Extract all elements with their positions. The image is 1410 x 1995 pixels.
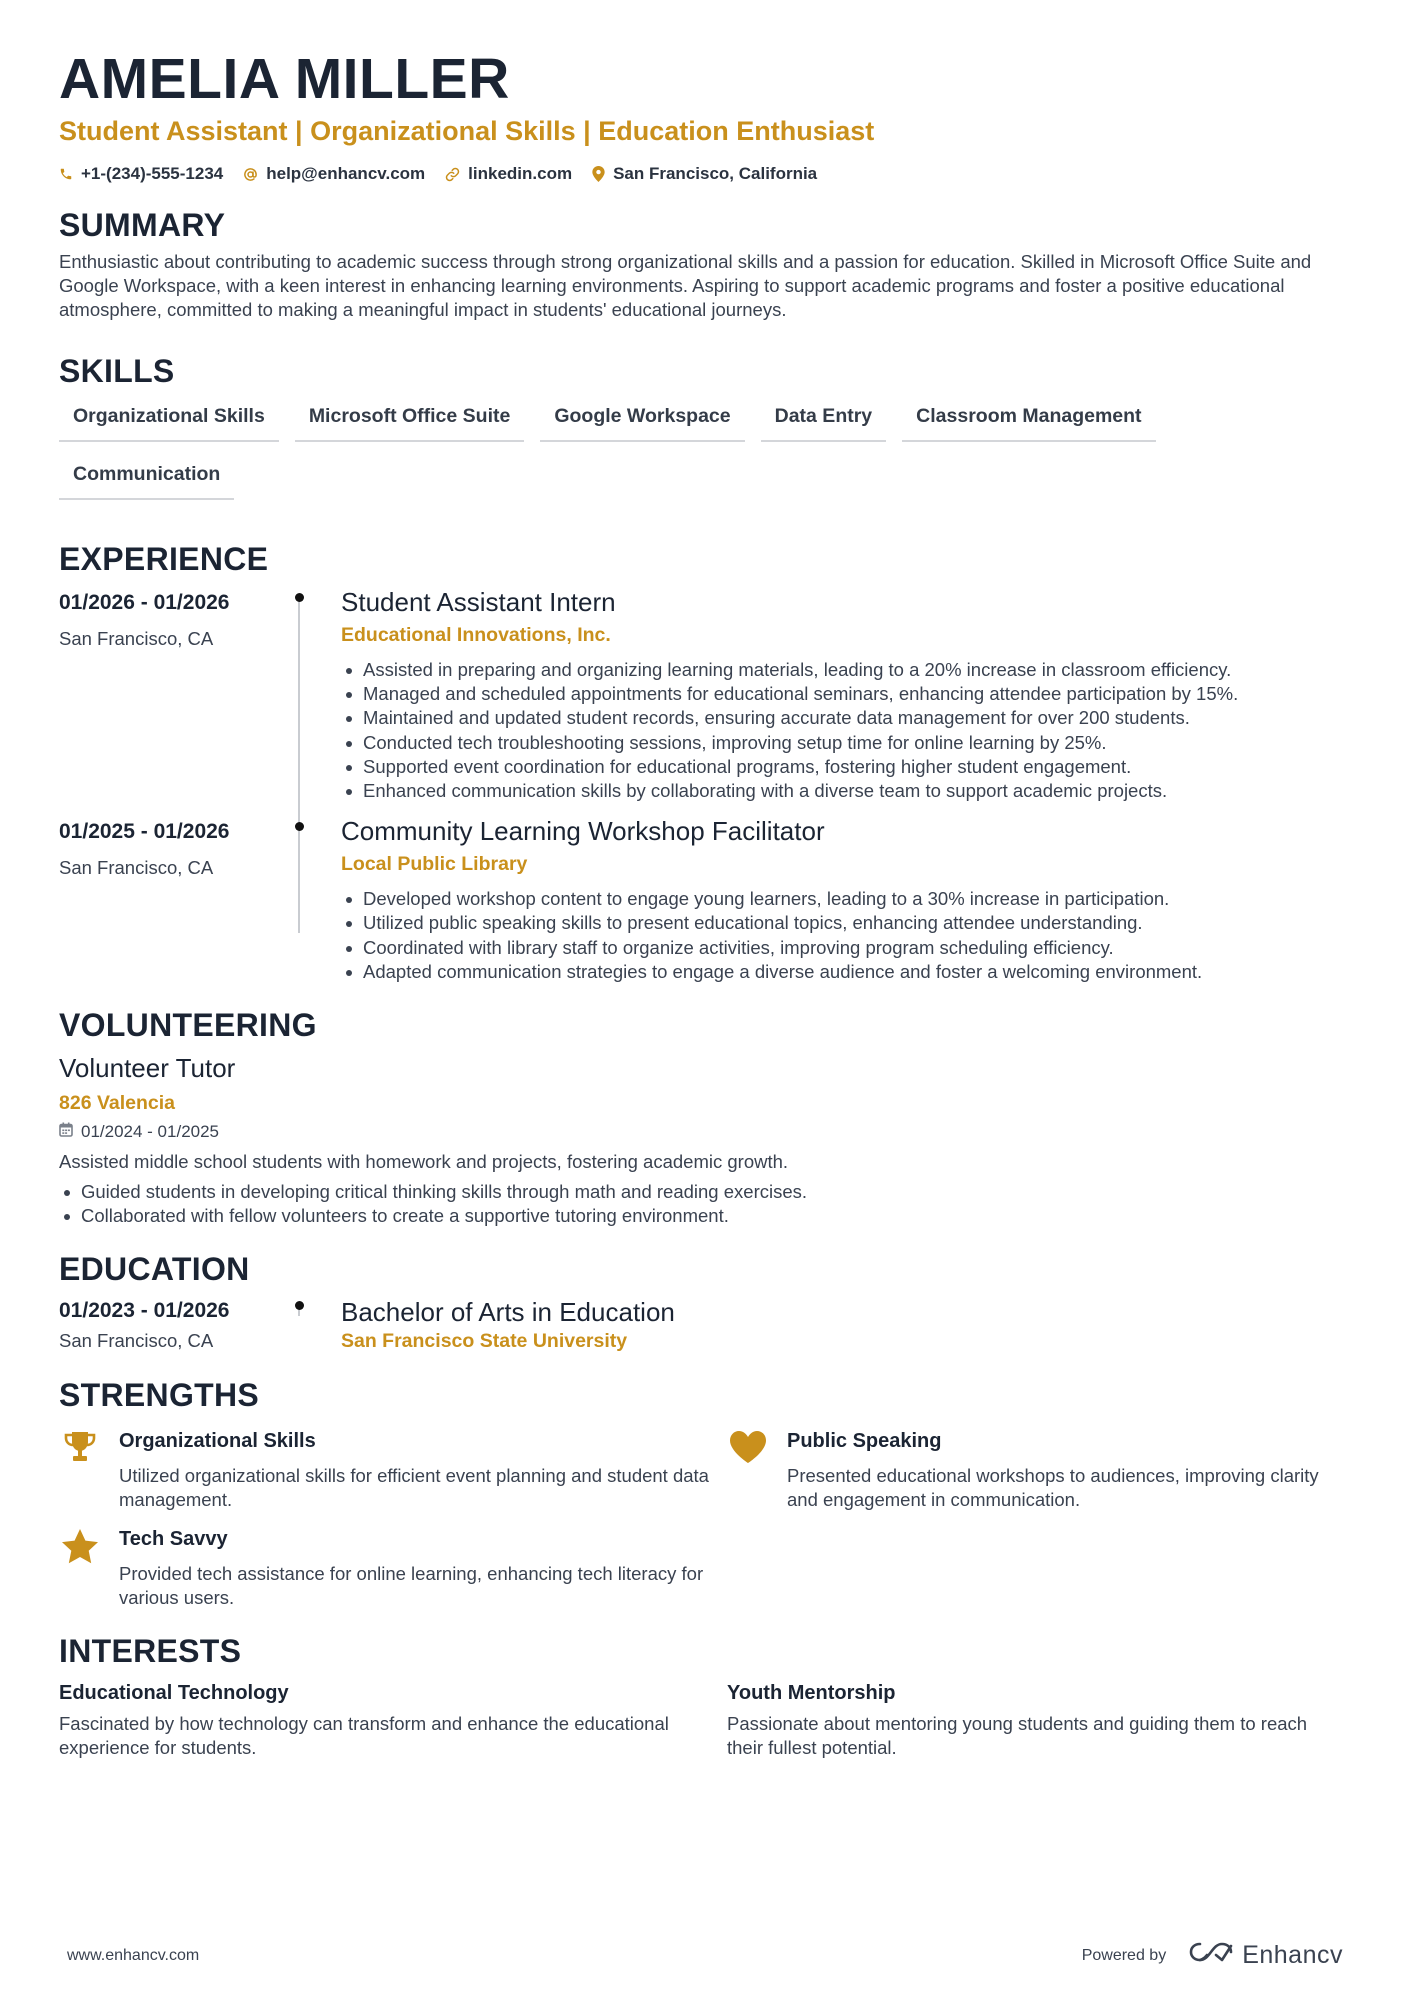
education-school: San Francisco State University [341,1330,628,1353]
experience-bullets [341,887,1351,984]
footer-url[interactable]: www.enhancv.com [67,1946,200,1964]
skills-title: SKILLS [59,353,175,389]
brand-name: Enhancv [1242,1941,1343,1969]
phone-icon [59,167,73,181]
interest-description: Fascinated by how technology can transform and enhance the educational experience for students. [59,1713,669,1759]
bullet-item: Collaborated with fellow volunteers to create a supportive tutoring environment. [59,1204,1351,1228]
experience-entry [59,815,1351,984]
strength-description: Provided tech assistance for online learning, enhancing tech literacy for various users. [119,1563,704,1609]
strength-item [727,1428,1347,1512]
education-degree: Bachelor of Arts in Education [341,1297,675,1328]
contact-location [592,164,817,184]
contact-phone-text: +1-(234)-555-1234 [81,164,224,183]
bullet-item: Managed and scheduled appointments for educational seminars, enhancing attendee participation by 15%. [341,682,1351,706]
experience-entry [59,586,1351,803]
interest-item [727,1680,1347,1760]
footer-brand [1082,1940,1343,1971]
bullet-item: Conducted tech troubleshooting sessions, improving setup time for online learning by 25%. [341,731,1351,755]
contact-email-text: help@enhancv.com [266,164,426,183]
contact-bar [59,164,1351,184]
volunteer-dates: 01/2024 - 01/2025 [81,1122,220,1142]
bullet-item: Maintained and updated student records, ensuring accurate data management for over 200 students. [341,706,1351,730]
heart-icon [727,1428,769,1512]
volunteer-date-row [59,1120,1351,1144]
skill-tag: Google Workspace [540,402,744,442]
experience-details [341,586,1351,803]
education-section [59,1250,1351,1354]
education-meta [59,1294,298,1354]
link-icon [445,167,460,182]
strength-title: Organizational Skills [119,1430,316,1453]
interest-title: Youth Mentorship [727,1682,896,1705]
contact-linkedin[interactable] [445,164,572,184]
interest-title: Educational Technology [59,1682,289,1705]
experience-location: San Francisco, CA [59,857,214,879]
strength-content [119,1526,727,1610]
interest-grid [59,1680,1351,1760]
bullet-item: Adapted communication strategies to engage a diverse audience and foster a welcoming environment. [341,960,1351,984]
skill-tag: Communication [59,460,234,500]
experience-location: San Francisco, CA [59,628,214,649]
contact-location-text: San Francisco, California [613,164,818,183]
skill-tag: Microsoft Office Suite [295,402,525,442]
timeline-dot [295,1301,304,1310]
infinity-logo-icon [1188,1940,1234,1971]
interests-title: INTERESTS [59,1633,242,1670]
interest-item [59,1680,727,1760]
at-icon [243,167,258,182]
experience-role: Student Assistant Intern [341,587,616,617]
education-entry [59,1294,1351,1354]
strengths-title: STRENGTHS [59,1377,260,1414]
bullet-item: Enhanced communication skills by collaborating with a diverse team to support academic projects. [341,779,1351,803]
volunteer-description: Assisted middle school students with homework and projects, fostering academic growth. [59,1151,789,1173]
education-dates: 01/2023 - 01/2026 [59,1299,230,1323]
bullet-item: Supported event coordination for educational programs, fostering higher student engagement. [341,755,1351,779]
skills-section [59,352,1351,500]
summary-text: Enthusiastic about contributing to academic success through strong organizational skills and a passion for education. Skilled in Microsoft Office Suite and Google Workspace, with a keen interest in enhancing learning environments. Aspiring to support academic programs and foster a positive educational atmosphere, committed to making a meaningful impact in students' educational journeys. [59,251,1312,320]
location-pin-icon [592,166,605,182]
bullet-item: Developed workshop content to engage young learners, leading to a 30% increase in participation. [341,887,1351,911]
strength-description: Utilized organizational skills for efficient event planning and student data management. [119,1465,709,1511]
skill-list [59,402,1339,500]
strength-item [59,1428,727,1512]
timeline-line [298,815,300,933]
bullet-item: Coordinated with library staff to organize activities, improving program scheduling efficiency. [341,936,1351,960]
timeline-line [298,596,300,825]
experience-title: EXPERIENCE [59,541,269,577]
timeline-dot [295,593,304,602]
experience-role: Community Learning Workshop Facilitator [341,816,825,847]
strengths-section [59,1376,1351,1610]
summary-section [59,206,1351,322]
volunteer-role: Volunteer Tutor [59,1053,236,1084]
trophy-icon [59,1428,101,1512]
bullet-item: Assisted in preparing and organizing learning materials, leading to a 20% increase in classroom efficiency. [341,658,1351,682]
skill-tag: Data Entry [761,402,887,442]
education-title: EDUCATION [59,1251,250,1288]
education-location: San Francisco, CA [59,1330,214,1352]
calendar-icon [59,1120,73,1144]
experience-company: Local Public Library [341,853,528,876]
volunteer-organization: 826 Valencia [59,1092,176,1115]
bullet-item: Guided students in developing critical thinking skills through math and reading exercises. [59,1180,1351,1204]
skill-tag: Classroom Management [902,402,1155,442]
experience-company: Educational Innovations, Inc. [341,624,611,646]
skill-tag: Organizational Skills [59,402,279,442]
experience-dates: 01/2026 - 01/2026 [59,591,230,614]
volunteering-section [59,1006,1351,1228]
contact-email[interactable] [243,164,425,184]
interest-description: Passionate about mentoring young students and guiding them to reach their fullest potential. [727,1713,1308,1759]
contact-phone[interactable] [59,164,223,184]
resume-header [59,48,1351,184]
summary-title: SUMMARY [59,207,226,243]
strength-description: Presented educational workshops to audiences, improving clarity and engagement in communication. [787,1465,1319,1511]
powered-by-label: Powered by [1081,1946,1167,1964]
strength-content [787,1428,1347,1512]
experience-details [341,815,1351,984]
bullet-item: Utilized public speaking skills to present educational topics, enhancing attendee understanding. [341,911,1351,935]
strength-grid [59,1428,1351,1610]
volunteering-title: VOLUNTEERING [59,1007,317,1044]
experience-section [59,540,1351,984]
experience-bullets [341,658,1351,803]
strength-title: Public Speaking [787,1430,942,1453]
brand-logo[interactable] [1188,1940,1343,1971]
interests-section [59,1632,1351,1760]
star-icon [59,1526,101,1610]
candidate-name: AMELIA MILLER [59,47,510,111]
strength-content [119,1428,727,1512]
timeline-dot [295,822,304,831]
experience-dates: 01/2025 - 01/2026 [59,820,230,844]
page-footer [67,1940,1343,1971]
strength-item [59,1526,727,1610]
volunteer-bullets [59,1180,1351,1228]
strength-title: Tech Savvy [119,1528,228,1551]
education-details [341,1294,1351,1354]
experience-meta [59,586,298,803]
contact-linkedin-text: linkedin.com [468,164,573,183]
experience-meta [59,815,298,984]
candidate-headline: Student Assistant | Organizational Skills | Education Enthusiast [59,116,875,146]
